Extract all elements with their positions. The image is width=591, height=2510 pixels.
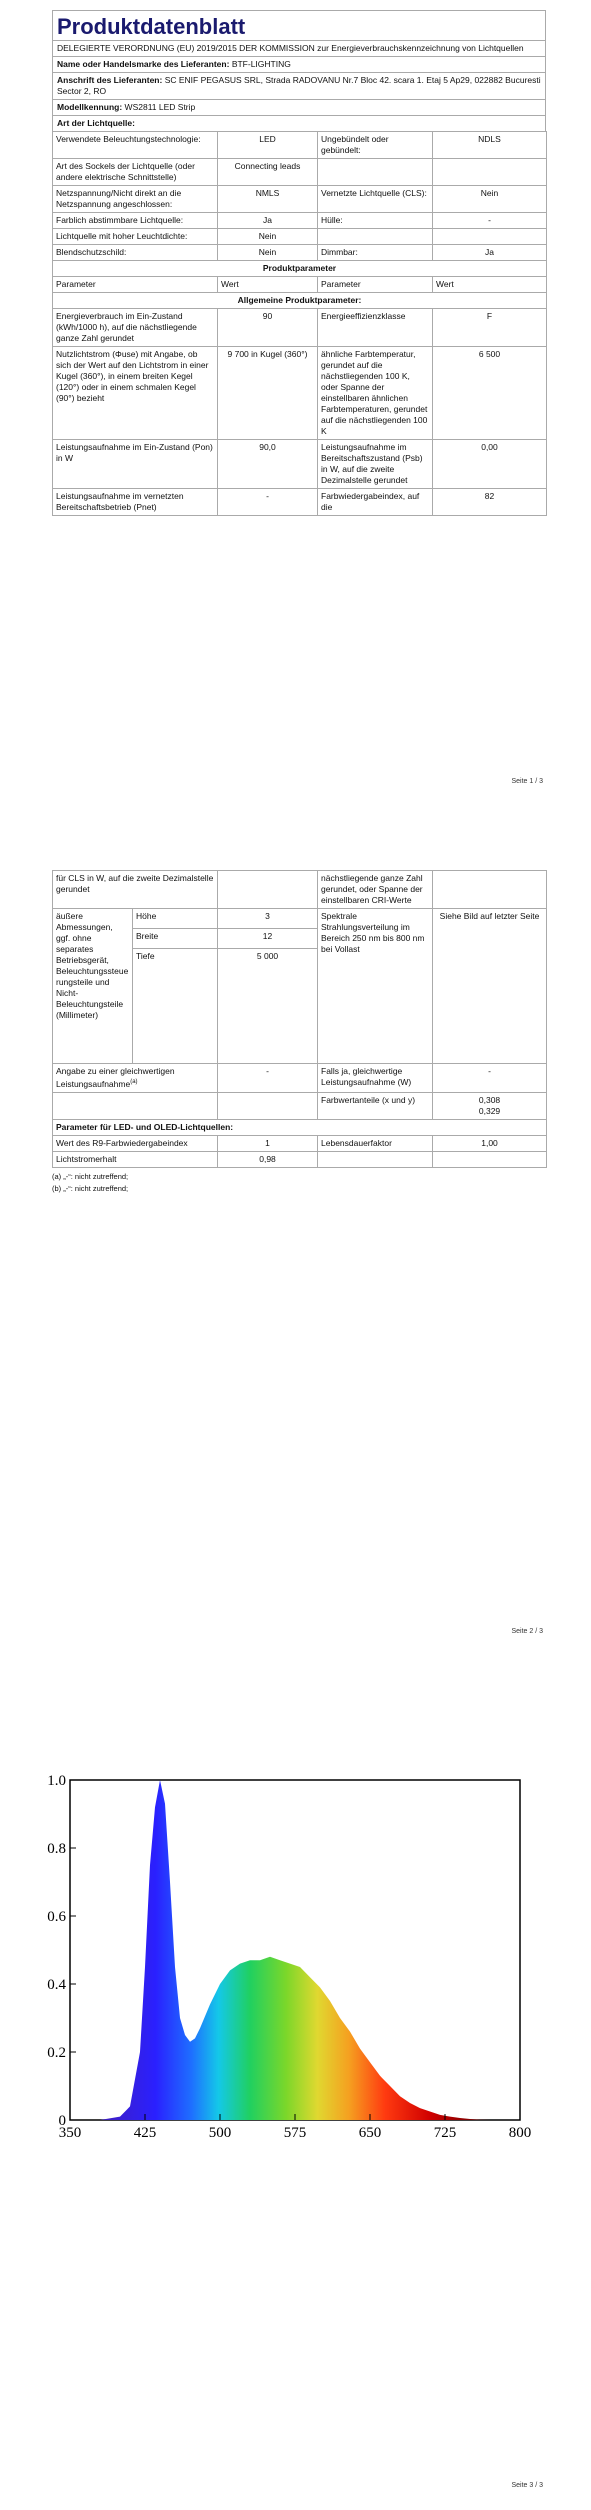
table-row [53, 489, 547, 516]
param-value: 90 [218, 309, 318, 347]
table-row [53, 159, 547, 186]
table-row [53, 347, 547, 440]
table-row [53, 309, 547, 347]
supplier-address-label: Anschrift des Lieferanten: [57, 75, 163, 85]
empty-cell [218, 1092, 318, 1119]
col-header-wert: Wert [433, 277, 547, 293]
param-label: Vernetzte Lichtquelle (CLS): [318, 186, 433, 213]
param-value: - [218, 489, 318, 516]
life-factor-label: Lebensdauerfaktor [318, 1135, 433, 1151]
param-value: Ja [433, 245, 547, 261]
r9-value: 1 [218, 1135, 318, 1151]
r9-label: Wert des R9-Farbwiedergabeindex [53, 1135, 218, 1151]
x-tick-label: 725 [433, 2125, 457, 2140]
param-label [318, 159, 433, 186]
continued-right: nächstliegende ganze Zahl gerundet, oder Spanne der einstellbaren CRI-Werte [318, 871, 433, 909]
dim-label: Breite [133, 929, 218, 949]
equiv-label-cell: Angabe zu einer gleichwertigen Leistungsaufnahme$^{(a)}$ [53, 1064, 218, 1093]
param-label: Leistungsaufnahme im vernetzten Bereitschaftsbetrieb (Pnet) [53, 489, 218, 516]
param-label: Ungebündelt oder gebündelt: [318, 132, 433, 159]
dim-value: 3 [218, 909, 318, 929]
general-params-heading: Allgemeine Produktparameter: [53, 293, 547, 309]
regulation-text: DELEGIERTE VERORDNUNG (EU) 2019/2015 DER KOMMISSION zur Energieverbrauchskennzeichnung von Lichtquellen [52, 40, 546, 56]
param-label: Blendschutzschild: [53, 245, 218, 261]
table-row [53, 213, 547, 229]
x-tick-label: 650 [358, 2125, 382, 2140]
spectrum-area [100, 1780, 490, 2120]
param-label [318, 229, 433, 245]
param-value: Nein [218, 245, 318, 261]
equiv-right-label: Falls ja, gleichwertige Leistungsaufnahme (W) [318, 1064, 433, 1093]
param-value: LED [218, 132, 318, 159]
param-value: 82 [433, 489, 547, 516]
param-label: Leistungsaufnahme im Bereitschaftszustand (Psb) in W, auf die zweite Dezimalstelle gerundet [318, 440, 433, 489]
y-tick-label: 1.0 [47, 1773, 66, 1789]
col-header-parameter: Parameter [53, 277, 218, 293]
param-value [433, 159, 547, 186]
param-value: Nein [433, 186, 547, 213]
param-label: Netzspannung/Nicht direkt an die Netzspannung angeschlossen: [53, 186, 218, 213]
page-3 [0, 1720, 591, 2510]
col-header-parameter: Parameter [318, 277, 433, 293]
param-value: 9 700 in Kugel (360°) [218, 347, 318, 440]
page-title: Produktdatenblatt [52, 10, 546, 40]
lumen-maintenance-label: Lichtstromerhalt [53, 1151, 218, 1167]
y-tick-label: 0 [58, 2113, 66, 2129]
model-label: Modellkennung: [57, 102, 123, 112]
param-value: - [433, 213, 547, 229]
param-label: Verwendete Beleuchtungstechnologie: [53, 132, 218, 159]
param-label: ähnliche Farbtemperatur, gerundet auf die nächstliegenden 100 K, oder Spanne der einstellbaren ähnlichen Farbtemperaturen, gerundet auf die nächstliegenden 100 K [318, 347, 433, 440]
chroma-values [433, 1092, 547, 1119]
table-row [53, 229, 547, 245]
param-label: Nutzlichtstrom (Φuse) mit Angabe, ob sich der Wert auf den Lichtstrom in einer Kugel (360°), in einem breiten Kegel (120°) oder in einem schmalen Kegel (90°) bezieht [53, 347, 218, 440]
spectral-label: Spektrale Strahlungsverteilung im Bereich 250 nm bis 800 nm bei Vollast [318, 909, 433, 1064]
type-heading: Art der Lichtquelle: [52, 115, 546, 131]
param-value: Ja [218, 213, 318, 229]
chroma-y: 0,329 [478, 1105, 501, 1116]
table-row [53, 245, 547, 261]
page-2 [0, 860, 591, 1660]
model-row [52, 99, 546, 115]
param-label: Dimmbar: [318, 245, 433, 261]
param-value: 0,00 [433, 440, 547, 489]
y-tick-label: 0.8 [47, 1841, 66, 1857]
param-value: 90,0 [218, 440, 318, 489]
chroma-label: Farbwertanteile (x und y) [318, 1092, 433, 1119]
lumen-maintenance-value: 0,98 [218, 1151, 318, 1167]
y-tick-label: 0.4 [47, 1977, 66, 1993]
life-factor-value: 1,00 [433, 1135, 547, 1151]
equiv-right-value: - [433, 1064, 547, 1093]
supplier-address-row [52, 72, 546, 99]
supplier-name-row [52, 56, 546, 72]
datasheet-page-2 [52, 870, 546, 1195]
dim-label: Höhe [133, 909, 218, 929]
empty-cell [433, 1151, 547, 1167]
datasheet-page-1 [52, 10, 546, 516]
supplier-name-label: Name oder Handelsmarke des Lieferanten: [57, 59, 230, 69]
table-row [53, 132, 547, 159]
dim-value: 12 [218, 929, 318, 949]
param-value [433, 229, 547, 245]
params-table-1 [52, 131, 547, 516]
continued-left: für CLS in W, auf die zweite Dezimalstelle gerundet [53, 871, 218, 909]
page-footer: Seite 3 / 3 [511, 2482, 543, 2489]
y-tick-label: 0.2 [47, 2045, 66, 2061]
param-value: NDLS [433, 132, 547, 159]
param-value: 6 500 [433, 347, 547, 440]
supplier-name: BTF-LIGHTING [231, 59, 291, 69]
footnote-a: (a) „-“: nicht zutreffend; [52, 1171, 129, 1181]
params-table-2 [52, 870, 547, 1168]
model-value: WS2811 LED Strip [124, 102, 196, 112]
param-label: Hülle: [318, 213, 433, 229]
param-label: Energieverbrauch im Ein-Zustand (kWh/1000 h), auf die nächstliegende ganze Zahl gerundet [53, 309, 218, 347]
param-value: Nein [218, 229, 318, 245]
y-tick-label: 0.6 [47, 1909, 66, 1925]
x-tick-label: 350 [58, 2125, 82, 2140]
page-1 [0, 0, 591, 800]
table-row [53, 186, 547, 213]
dim-value: 5 000 [218, 949, 318, 1064]
equiv-label: Angabe zu einer gleichwertigen Leistungsaufnahme [56, 1066, 175, 1089]
param-value: NMLS [218, 186, 318, 213]
col-header-wert: Wert [218, 277, 318, 293]
param-value: Connecting leads [218, 159, 318, 186]
param-label: Farblich abstimmbare Lichtquelle: [53, 213, 218, 229]
supplier-address: SC ENIF PEGASUS SRL, Strada RADOVANU Nr.7 Bloc 42. scara 1. Etaj 5 Ap29, 022882 Bucuresti Sector 2, RO [57, 75, 541, 96]
spectral-distribution-chart [40, 1760, 540, 2140]
param-value: F [433, 309, 547, 347]
page-footer: Seite 1 / 3 [511, 778, 543, 785]
table-row [53, 440, 547, 489]
param-label: Energieeffizienzklasse [318, 309, 433, 347]
footnote-b: (b) „-“: nicht zutreffend; [52, 1183, 129, 1193]
empty-cell [53, 1092, 218, 1119]
chroma-x: 0,308 [478, 1094, 501, 1105]
footnotes [52, 1171, 546, 1195]
product-params-heading: Produktparameter [53, 261, 547, 277]
param-label: Farbwiedergabeindex, auf die [318, 489, 433, 516]
empty-cell [218, 871, 318, 909]
x-tick-label: 800 [508, 2125, 532, 2140]
param-label: Leistungsaufnahme im Ein-Zustand (Pon) in W [53, 440, 218, 489]
param-label: Art des Sockels der Lichtquelle (oder andere elektrische Schnittstelle) [53, 159, 218, 186]
x-tick-label: 500 [208, 2125, 232, 2140]
x-tick-label: 425 [133, 2125, 157, 2140]
empty-cell [433, 871, 547, 909]
dimensions-label: äußere Abmessungen, ggf. ohne separates Betriebsgerät, Beleuchtungssteuerungsteile und Nicht-Beleuchtungsteile (Millimeter) [53, 909, 133, 1064]
page-footer: Seite 2 / 3 [511, 1628, 543, 1635]
dim-label: Tiefe [133, 949, 218, 1064]
led-params-heading: Parameter für LED- und OLED-Lichtquellen: [53, 1119, 547, 1135]
equiv-value: - [218, 1064, 318, 1093]
param-label: Lichtquelle mit hoher Leuchtdichte: [53, 229, 218, 245]
empty-cell [318, 1151, 433, 1167]
x-tick-label: 575 [283, 2125, 307, 2140]
spectral-value: Siehe Bild auf letzter Seite [433, 909, 547, 1064]
